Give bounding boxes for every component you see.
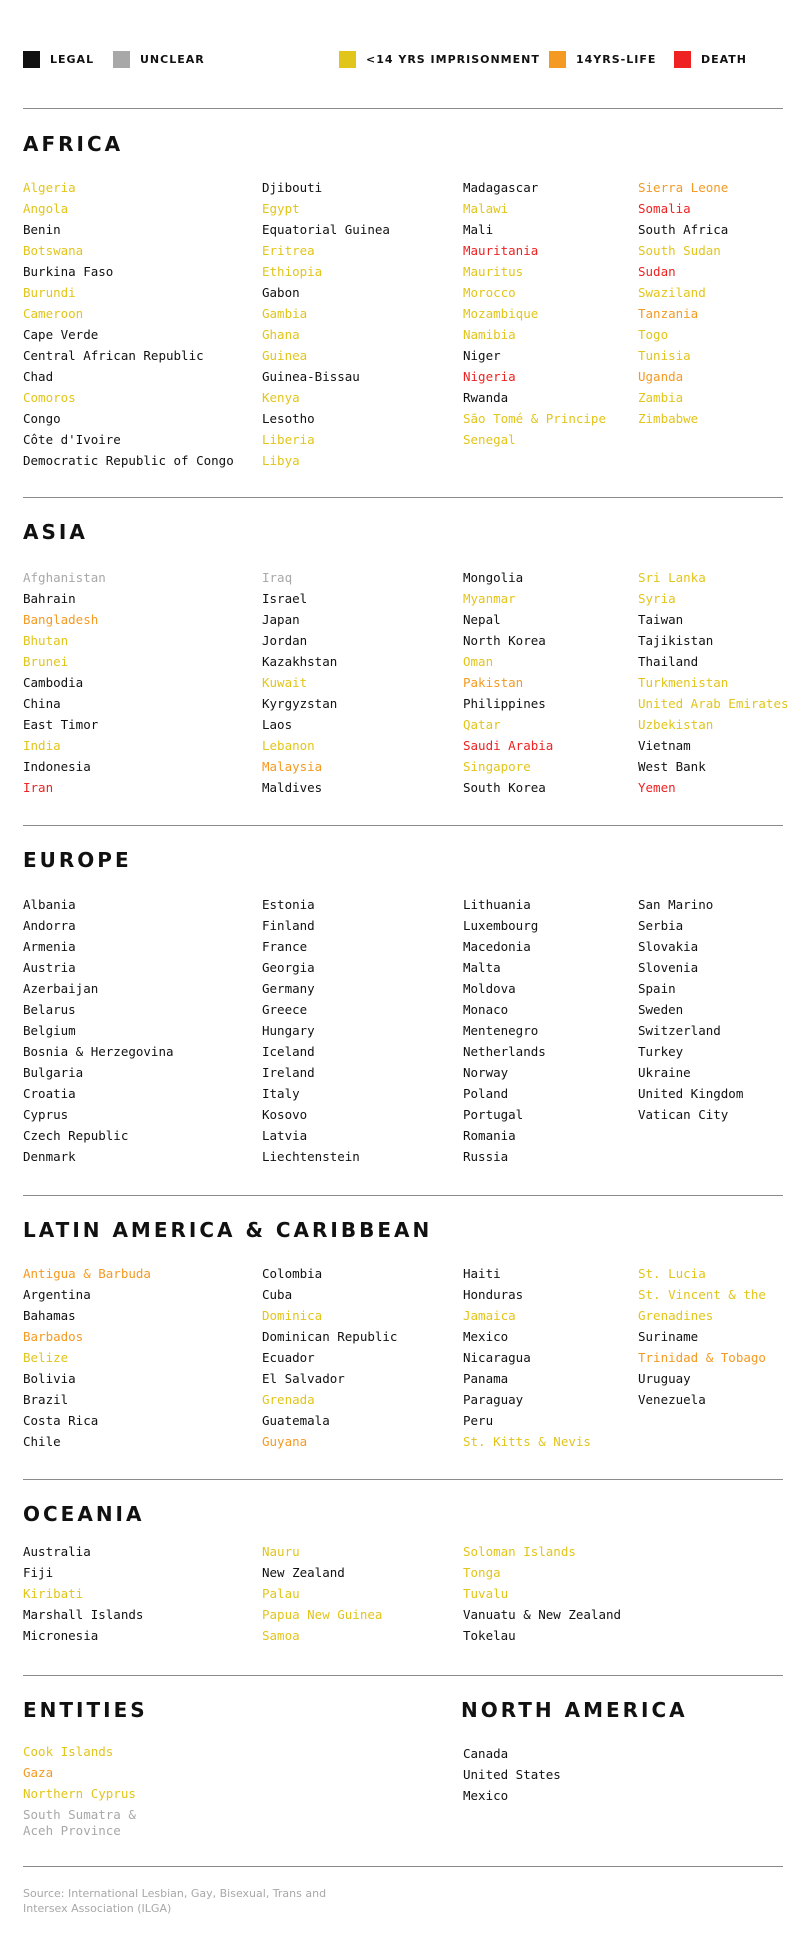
country-item: Algeria bbox=[23, 180, 76, 195]
legend-swatch bbox=[23, 51, 40, 68]
country-item: Soloman Islands bbox=[463, 1544, 576, 1559]
country-item: India bbox=[23, 738, 61, 753]
country-item: Latvia bbox=[262, 1128, 308, 1143]
country-item: Vatican City bbox=[638, 1107, 729, 1122]
country-item: Malawi bbox=[463, 201, 509, 216]
legend-swatch bbox=[674, 51, 691, 68]
country-item: Mexico bbox=[463, 1329, 509, 1344]
country-item: Serbia bbox=[638, 918, 684, 933]
country-item: Ethiopia bbox=[262, 264, 323, 279]
country-item: Netherlands bbox=[463, 1044, 546, 1059]
country-item: Chad bbox=[23, 369, 54, 384]
country-item: Kyrgyzstan bbox=[262, 696, 338, 711]
country-column bbox=[638, 177, 728, 429]
country-item: Greece bbox=[262, 1002, 308, 1017]
country-item: Guatemala bbox=[262, 1413, 330, 1428]
country-item: Nauru bbox=[262, 1544, 300, 1559]
country-item: Nepal bbox=[463, 612, 501, 627]
country-item: Liechtenstein bbox=[262, 1149, 360, 1164]
country-item: Panama bbox=[463, 1371, 509, 1386]
country-item: Benin bbox=[23, 222, 61, 237]
section-divider bbox=[23, 1195, 783, 1196]
country-column bbox=[262, 1541, 382, 1646]
country-item: Fiji bbox=[23, 1565, 54, 1580]
country-item: Guinea-Bissau bbox=[262, 369, 360, 384]
country-item: Belgium bbox=[23, 1023, 76, 1038]
country-item: Burundi bbox=[23, 285, 76, 300]
country-item: Bolivia bbox=[23, 1371, 76, 1386]
country-item: United States bbox=[463, 1767, 561, 1782]
country-item: Djibouti bbox=[262, 180, 323, 195]
legend-swatch bbox=[549, 51, 566, 68]
country-item: Bulgaria bbox=[23, 1065, 84, 1080]
country-item: Tajikistan bbox=[638, 633, 714, 648]
section-divider bbox=[23, 1675, 783, 1676]
country-item: Belarus bbox=[23, 1002, 76, 1017]
country-item: Egypt bbox=[262, 201, 300, 216]
country-item: São Tomé & Principe bbox=[463, 411, 606, 426]
country-item: Denmark bbox=[23, 1149, 76, 1164]
section-title-africa: AFRICA bbox=[23, 132, 124, 156]
country-item: Niger bbox=[463, 348, 501, 363]
country-item: Kosovo bbox=[262, 1107, 308, 1122]
country-item: Czech Republic bbox=[23, 1128, 129, 1143]
country-item: Yemen bbox=[638, 780, 676, 795]
legend-swatch bbox=[113, 51, 130, 68]
country-item: Brazil bbox=[23, 1392, 69, 1407]
country-item: Albania bbox=[23, 897, 76, 912]
country-item: Central African Republic bbox=[23, 348, 204, 363]
country-item: United Kingdom bbox=[638, 1086, 744, 1101]
country-item: Bosnia & Herzegovina bbox=[23, 1044, 174, 1059]
country-item: Myanmar bbox=[463, 591, 516, 606]
country-item: Tanzania bbox=[638, 306, 699, 321]
country-item: Syria bbox=[638, 591, 676, 606]
country-item: Ghana bbox=[262, 327, 300, 342]
country-item: Antigua & Barbuda bbox=[23, 1266, 151, 1281]
country-item: Costa Rica bbox=[23, 1413, 99, 1428]
country-item: South Sumatra & Aceh Province bbox=[23, 1807, 136, 1838]
country-item: Tonga bbox=[463, 1565, 501, 1580]
country-item: Israel bbox=[262, 591, 308, 606]
country-item: Madagascar bbox=[463, 180, 539, 195]
section-title-asia: ASIA bbox=[23, 520, 88, 544]
country-item: Côte d'Ivoire bbox=[23, 432, 121, 447]
country-item: North Korea bbox=[463, 633, 546, 648]
country-item: Sri Lanka bbox=[638, 570, 706, 585]
country-item: New Zealand bbox=[262, 1565, 345, 1580]
country-item: Brunei bbox=[23, 654, 69, 669]
country-column bbox=[23, 894, 174, 1167]
country-item: Philippines bbox=[463, 696, 546, 711]
legend-label: DEATH bbox=[701, 52, 748, 66]
country-item: Monaco bbox=[463, 1002, 509, 1017]
country-item: Hungary bbox=[262, 1023, 315, 1038]
country-column bbox=[463, 567, 553, 798]
country-item: Jamaica bbox=[463, 1308, 516, 1323]
country-item: Rwanda bbox=[463, 390, 509, 405]
country-item: Swaziland bbox=[638, 285, 706, 300]
country-item: Norway bbox=[463, 1065, 509, 1080]
country-item: Bahrain bbox=[23, 591, 76, 606]
country-item: Turkey bbox=[638, 1044, 684, 1059]
country-item: Colombia bbox=[262, 1266, 323, 1281]
country-item: Iraq bbox=[262, 570, 293, 585]
country-column bbox=[463, 894, 546, 1167]
country-item: Kenya bbox=[262, 390, 300, 405]
country-item: St. Vincent & the bbox=[638, 1287, 766, 1302]
legend-label: LEGAL bbox=[50, 52, 95, 66]
legend-item bbox=[549, 50, 656, 68]
country-column bbox=[23, 1744, 143, 1844]
country-item: United Arab Emirates bbox=[638, 696, 789, 711]
country-item: Laos bbox=[262, 717, 293, 732]
country-item: Zimbabwe bbox=[638, 411, 699, 426]
country-item: Gambia bbox=[262, 306, 308, 321]
country-item: Grenada bbox=[262, 1392, 315, 1407]
country-item: Vietnam bbox=[638, 738, 691, 753]
legend-item bbox=[23, 50, 94, 68]
country-item: Austria bbox=[23, 960, 76, 975]
country-item: Japan bbox=[262, 612, 300, 627]
country-item: Cambodia bbox=[23, 675, 84, 690]
country-item: Singapore bbox=[463, 759, 531, 774]
country-item: El Salvador bbox=[262, 1371, 345, 1386]
country-item: Iceland bbox=[262, 1044, 315, 1059]
country-column bbox=[638, 567, 789, 798]
legend-label: UNCLEAR bbox=[140, 52, 205, 66]
country-item: Dominica bbox=[262, 1308, 323, 1323]
country-item: Maldives bbox=[262, 780, 323, 795]
country-item: Kuwait bbox=[262, 675, 308, 690]
country-item: Lebanon bbox=[262, 738, 315, 753]
section-title-oceania: OCEANIA bbox=[23, 1502, 145, 1526]
country-column bbox=[23, 177, 234, 471]
country-item: Mexico bbox=[463, 1788, 509, 1803]
country-item: Afghanistan bbox=[23, 570, 106, 585]
country-item: Malta bbox=[463, 960, 501, 975]
country-item: Cape Verde bbox=[23, 327, 99, 342]
country-item: Northern Cyprus bbox=[23, 1786, 136, 1801]
country-item: Kiribati bbox=[23, 1586, 84, 1601]
country-item: Armenia bbox=[23, 939, 76, 954]
country-column bbox=[262, 894, 360, 1167]
section-title-entities: ENTITIES bbox=[23, 1698, 148, 1722]
country-item: Macedonia bbox=[463, 939, 531, 954]
country-item: Italy bbox=[262, 1086, 300, 1101]
country-item: Indonesia bbox=[23, 759, 91, 774]
country-item: Slovenia bbox=[638, 960, 699, 975]
country-item: Samoa bbox=[262, 1628, 300, 1643]
country-item: Chile bbox=[23, 1434, 61, 1449]
country-item: Grenadines bbox=[638, 1308, 714, 1323]
country-item: Morocco bbox=[463, 285, 516, 300]
country-item: Democratic Republic of Congo bbox=[23, 453, 234, 468]
section-divider bbox=[23, 825, 783, 826]
country-item: Ecuador bbox=[262, 1350, 315, 1365]
country-column bbox=[638, 894, 743, 1125]
country-item: Spain bbox=[638, 981, 676, 996]
country-item: Malaysia bbox=[262, 759, 323, 774]
country-item: Venezuela bbox=[638, 1392, 706, 1407]
country-item: Dominican Republic bbox=[262, 1329, 398, 1344]
legend bbox=[23, 50, 783, 68]
country-item: Honduras bbox=[463, 1287, 524, 1302]
section-title-europe: EUROPE bbox=[23, 848, 132, 872]
country-item: Somalia bbox=[638, 201, 691, 216]
country-item: Luxembourg bbox=[463, 918, 539, 933]
country-item: Mauritania bbox=[463, 243, 539, 258]
country-item: Paraguay bbox=[463, 1392, 524, 1407]
country-item: Nigeria bbox=[463, 369, 516, 384]
country-item: Cook Islands bbox=[23, 1744, 114, 1759]
country-column bbox=[262, 177, 390, 471]
country-item: Liberia bbox=[262, 432, 315, 447]
country-item: Australia bbox=[23, 1544, 91, 1559]
country-item: Burkina Faso bbox=[23, 264, 114, 279]
country-item: Mentenegro bbox=[463, 1023, 539, 1038]
country-item: Angola bbox=[23, 201, 69, 216]
country-item: Senegal bbox=[463, 432, 516, 447]
country-item: Guyana bbox=[262, 1434, 308, 1449]
country-item: Russia bbox=[463, 1149, 509, 1164]
country-item: Micronesia bbox=[23, 1628, 99, 1643]
country-item: Lithuania bbox=[463, 897, 531, 912]
country-item: Comoros bbox=[23, 390, 76, 405]
country-item: Argentina bbox=[23, 1287, 91, 1302]
country-item: Cameroon bbox=[23, 306, 84, 321]
legend-label: <14 YRS IMPRISONMENT bbox=[366, 52, 540, 66]
country-item: Mauritus bbox=[463, 264, 524, 279]
country-column bbox=[463, 1743, 561, 1806]
country-item: Tokelau bbox=[463, 1628, 516, 1643]
country-item: Palau bbox=[262, 1586, 300, 1601]
country-item: Mali bbox=[463, 222, 494, 237]
country-item: Congo bbox=[23, 411, 61, 426]
country-item: France bbox=[262, 939, 308, 954]
footer-divider bbox=[23, 1866, 783, 1867]
country-item: Jordan bbox=[262, 633, 308, 648]
source-note: Source: International Lesbian, Gay, Bisexual, Trans and Intersex Association (ILGA) bbox=[23, 1887, 327, 1915]
country-item: Qatar bbox=[463, 717, 501, 732]
country-column bbox=[463, 177, 606, 450]
country-column bbox=[23, 1541, 143, 1646]
country-item: South Africa bbox=[638, 222, 729, 237]
country-item: Togo bbox=[638, 327, 669, 342]
country-item: Portugal bbox=[463, 1107, 524, 1122]
legend-label: 14YRS-LIFE bbox=[576, 52, 657, 66]
country-item: Tunisia bbox=[638, 348, 691, 363]
country-column bbox=[262, 567, 337, 798]
country-item: Iran bbox=[23, 780, 54, 795]
country-item: Uganda bbox=[638, 369, 684, 384]
country-item: Germany bbox=[262, 981, 315, 996]
country-item: Marshall Islands bbox=[23, 1607, 144, 1622]
country-item: San Marino bbox=[638, 897, 714, 912]
country-item: Lesotho bbox=[262, 411, 315, 426]
country-item: Romania bbox=[463, 1128, 516, 1143]
country-item: Georgia bbox=[262, 960, 315, 975]
country-column bbox=[463, 1263, 591, 1452]
country-item: Belize bbox=[23, 1350, 69, 1365]
country-item: Suriname bbox=[638, 1329, 699, 1344]
country-item: Poland bbox=[463, 1086, 509, 1101]
legend-item bbox=[339, 50, 540, 68]
country-item: Turkmenistan bbox=[638, 675, 729, 690]
country-item: Slovakia bbox=[638, 939, 699, 954]
country-item: St. Lucia bbox=[638, 1266, 706, 1281]
country-item: South Korea bbox=[463, 780, 546, 795]
country-item: Taiwan bbox=[638, 612, 684, 627]
country-column bbox=[638, 1263, 766, 1410]
country-item: Ukraine bbox=[638, 1065, 691, 1080]
country-item: Gaza bbox=[23, 1765, 54, 1780]
country-item: Andorra bbox=[23, 918, 76, 933]
legend-item bbox=[674, 50, 747, 68]
country-item: Croatia bbox=[23, 1086, 76, 1101]
country-item: Canada bbox=[463, 1746, 509, 1761]
section-divider bbox=[23, 108, 783, 109]
country-item: Cuba bbox=[262, 1287, 293, 1302]
country-item: Guinea bbox=[262, 348, 308, 363]
country-item: Thailand bbox=[638, 654, 699, 669]
country-item: Eritrea bbox=[262, 243, 315, 258]
section-divider bbox=[23, 497, 783, 498]
country-item: Azerbaijan bbox=[23, 981, 99, 996]
country-item: Uruguay bbox=[638, 1371, 691, 1386]
country-item: Sweden bbox=[638, 1002, 684, 1017]
country-item: Botswana bbox=[23, 243, 84, 258]
country-column bbox=[23, 1263, 151, 1452]
country-item: Sudan bbox=[638, 264, 676, 279]
country-item: Pakistan bbox=[463, 675, 524, 690]
country-item: Barbados bbox=[23, 1329, 84, 1344]
country-item: Gabon bbox=[262, 285, 300, 300]
country-item: Bhutan bbox=[23, 633, 69, 648]
country-item: Moldova bbox=[463, 981, 516, 996]
country-item: China bbox=[23, 696, 61, 711]
country-item: Switzerland bbox=[638, 1023, 721, 1038]
country-item: Oman bbox=[463, 654, 494, 669]
country-item: Estonia bbox=[262, 897, 315, 912]
country-item: Kazakhstan bbox=[262, 654, 338, 669]
country-item: Bangladesh bbox=[23, 612, 99, 627]
country-item: Peru bbox=[463, 1413, 494, 1428]
country-column bbox=[262, 1263, 397, 1452]
country-item: Zambia bbox=[638, 390, 684, 405]
country-item: Ireland bbox=[262, 1065, 315, 1080]
section-title-north-america: NORTH AMERICA bbox=[461, 1698, 688, 1722]
country-item: Haiti bbox=[463, 1266, 501, 1281]
section-divider bbox=[23, 1479, 783, 1480]
country-item: Papua New Guinea bbox=[262, 1607, 383, 1622]
country-item: St. Kitts & Nevis bbox=[463, 1434, 591, 1449]
country-item: Saudi Arabia bbox=[463, 738, 554, 753]
legend-swatch bbox=[339, 51, 356, 68]
country-column bbox=[463, 1541, 621, 1646]
country-item: Namibia bbox=[463, 327, 516, 342]
legend-item bbox=[113, 50, 205, 68]
country-item: Vanuatu & New Zealand bbox=[463, 1607, 622, 1622]
country-item: Nicaragua bbox=[463, 1350, 531, 1365]
country-item: Trinidad & Tobago bbox=[638, 1350, 766, 1365]
country-item: Tuvalu bbox=[463, 1586, 509, 1601]
country-item: Uzbekistan bbox=[638, 717, 714, 732]
country-item: South Sudan bbox=[638, 243, 721, 258]
country-item: Bahamas bbox=[23, 1308, 76, 1323]
section-title-latin-america-caribbean: LATIN AMERICA & CARIBBEAN bbox=[23, 1218, 433, 1242]
country-column bbox=[23, 567, 106, 798]
country-item: Sierra Leone bbox=[638, 180, 729, 195]
country-item: Mozambique bbox=[463, 306, 539, 321]
country-item: Libya bbox=[262, 453, 300, 468]
country-item: Equatorial Guinea bbox=[262, 222, 390, 237]
country-item: Mongolia bbox=[463, 570, 524, 585]
country-item: West Bank bbox=[638, 759, 706, 774]
country-item: Cyprus bbox=[23, 1107, 69, 1122]
country-item: East Timor bbox=[23, 717, 99, 732]
country-item: Finland bbox=[262, 918, 315, 933]
